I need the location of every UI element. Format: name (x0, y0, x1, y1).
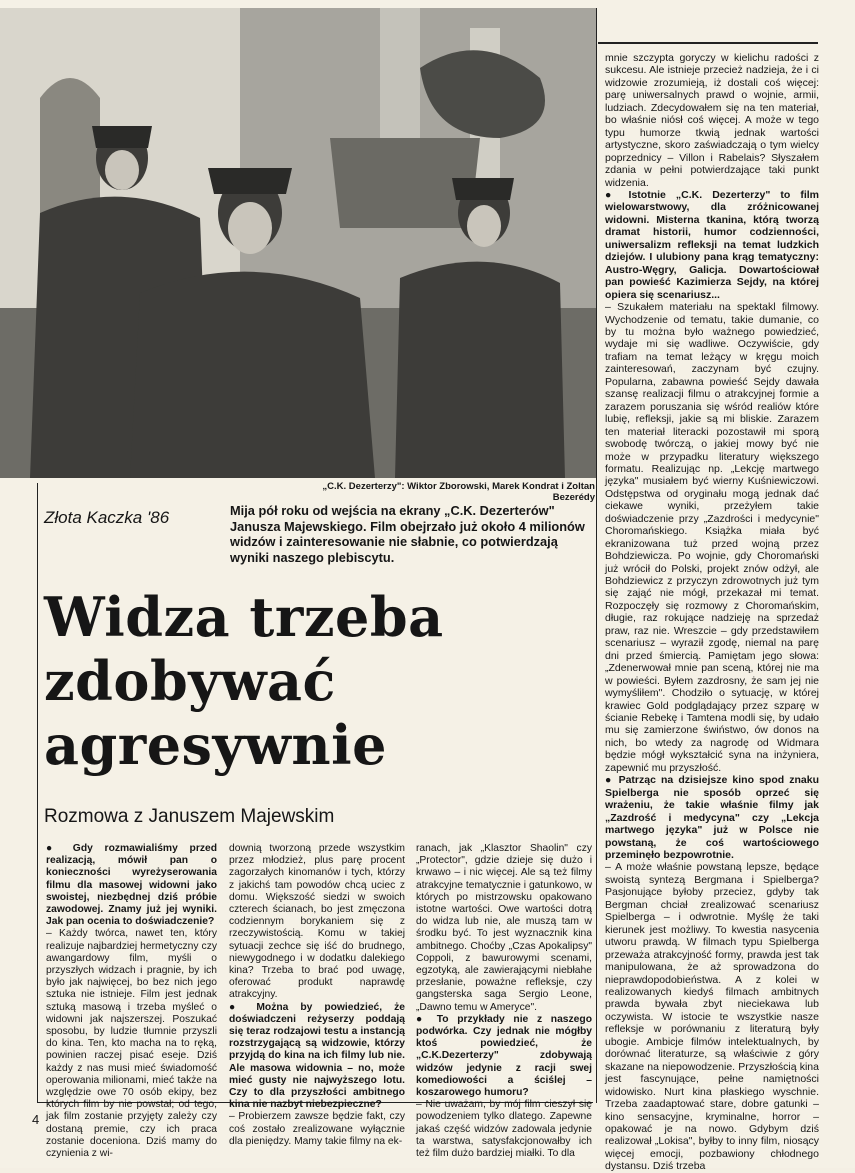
interview-question: ● Można by powiedzieć, że doświadczeni reżyserzy poddają się teraz rodzajowi testu a instancją rozstrzygającą są widzowie, którzy przyjdą do kina na ich filmy lub nie. Ale masowa widownia – no, może mieć gusty nie najwyższego lotu. Czy to dla przyszłości ambitnego kina nie nazbyt niebezpieczne? (229, 1001, 405, 1111)
top-right-rule (598, 42, 818, 44)
column-rule-right (596, 8, 597, 1103)
column-rule-left (37, 483, 38, 1103)
text-column-3 (416, 843, 592, 1160)
interview-question: ● To przykłady nie z naszego podwórka. Czy jednak nie mógłby ktoś powiedzieć, że „C.K.Dezerterzy" zdobywają widzów jedynie z racji swej komediowości a ściślej – koszarowego humoru? (416, 1013, 592, 1099)
interview-answer: ranach, jak „Klasztor Shaolin" czy „Protector", gdzie dzieje się dużo i krwawo – i nic więcej. Ale są też filmy atrakcyjne tematycznie i gatunkowo, w których po mistrzowsku opakowano istotne wartości. Owe wartości dotrą do widza lub nie, ale muszą tam w środku być. To jest wyznacznik kina ambitnego. Choćby „Czas Apokalipsy" Coppoli, z bawurowymi scenami, egzotyką, ale zawierającymi niebłahe przesłanie, poważne refleksje, czy gangsterska saga Sergio Leone, „Dawno temu w Ameryce". (416, 843, 592, 1013)
headline-line-1: Widza trzeba (44, 585, 444, 649)
text-column-2 (229, 843, 405, 1147)
article-headline (44, 585, 564, 777)
photo-caption: „C.K. Dezerterzy": Wiktor Zborowski, Marek Kondrat i Zoltan Bezerédy (322, 481, 595, 503)
interview-answer: downią tworzoną przede wszystkim przez młodzież, plus parę procent zagorzałych kinomanów i tych, którzy z jakichś tam powodów chcą uciec z domu. Większość siedzi w swoich czterech ścianach, bo jest zmęczona codziennym borykaniem się z rzeczywistością. Komu w takiej sytuacji zechce się iść do brudnego, niewygodnego i w dodatku dalekiego kina? Trzeba to brać pod uwagę, oferować produkt naprawdę atrakcyjny. (229, 843, 405, 1001)
interview-question: ● Patrząc na dzisiejsze kino spod znaku Spielberga nie sposób oprzeć się wrażeniu, że takie właśnie filmy jak „Zazdrość i medycyna" czy „Lekcja martwego języka" już w Polsce nie powstaną, że coś wartościowego przeminęło bezpowrotnie. (605, 774, 819, 861)
interview-answer: – Probierzem zawsze będzie fakt, czy coś zostało zrealizowane wyłącznie dla pieniędzy. Mamy takie filmy na ek- (229, 1111, 405, 1147)
article-lead: Mija pół roku od wejścia na ekrany „C.K. Dezerterów" Janusza Majewskiego. Film obejrzało już około 4 milionów widzów i zainteresowanie nie słabnie, co potwierdzają wyniki naszego plebiscytu. (230, 503, 585, 565)
interview-answer: – Szukałem materiału na spektakl filmowy. Wychodzenie od tematu, takie dumanie, co by tu można było ważnego powiedzieć, wydaje mi się wadliwe. Oczywiście, gdy trafiam na temat leżący w kręgu moich zainteresowań, zaczynam być czujny. Popularna, zabawna powieść Sejdy dawała szansę realizacji filmu o atrakcyjnej formie a zarazem poruszania się wśród realiów które lubię, refleksji, jakie są mi bliskie. Zarazem ten materiał literacki pozostawił mi sporą swobodę twórczą, o jakiej mowy być nie może w przypadku literatury większego formatu. Realizując np. „Lekcję martwego języka" musiałem być wierny Kuśniewiczowi. Odstępstwa od oryginału mogą jednak dać ciekawe wyniki, przeżyłem takie doświadczenie przy „Zazdrości i medycynie" Choromańskiego. Książka miała być ekranizowana tuż przed wojną przez Bohdziewicza. Po wojnie, gdy Choromański już wrócił do Polski, projekt znów odżył, ale Bohdziewicz z przyczyn zdrowotnych już tym się zająć nie mógł, przekazał mi temat. Rozpoczęły się rozmowy z Choromańskim, długie, raz rokujące nadzieję na sprzedaż praw, raz nie. Wreszcie – gdy przedstawiłem scenariusz – wyraził zgodę, niemal na parę dni przed śmiercią. Pamiętam jego słowa: „Zdenerwował mnie pan sceną, której nie ma w powieści. Byłem zazdrosny, że sam jej nie wymyśliłem". Chodziło o sytuację, w której krawiec Gold podglądający przez szparę w ścianie Rebekę i Tamtena modli się, by udało mu się zamierzone świństwo, ów donos na nich, bo wtedy za nagrodę od Widmara będzie mógł wykształcić syna na inżyniera, zapewnić mu przyszłość. (605, 301, 819, 774)
interview-answer: mnie szczypta goryczy w kielichu radości z sukcesu. Ale istnieje przecież nadzieja, że i ci widzowie zrozumieją, iż dostali coś więcej: parę uniwersalnych prawd o wojnie, armii, ludziach. Zdecydowałem się na ten materiał, bo właśnie niósł coś więcej. A może w tego typu humorze tkwią jednak wartości artystyczne, skoro zaświadczają o tym wielcy poprzednicy – Villon i Rabelais? Słyszałem zdania w pełni potwierdzające taki punkt widzenia. (605, 52, 819, 189)
interview-answer: – Każdy twórca, nawet ten, który realizuje najbardziej hermetyczny czy awangardowy film, myśli o przyszłych widzach i pragnie, by ich było jak najwięcej, bo bez nich jego sztuka nie istnieje. Film jest jednak sztuką masową i trzeba myśleć o widowni jak najszerszej. Poszukać sposobu, by ludzie tłumnie przyszli do kina. Ten, kto macha na to ręką, powinien raczej pisać eseje. Dziś każdy z nas musi mieć świadomość operowania milionami, mieć także na względzie owe 70 osób ekipy, bez których film by nie powstał; od tego, jak film zostanie przyjęty zależy czy dostaną premie, czy ich praca zostanie doceniona. Dziś mamy do czynienia z wi- (46, 928, 217, 1160)
interview-question: ● Istotnie „C.K. Dezerterzy" to film wielowarstwowy, dla zróżnicowanej widowni. Misterna tkanina, którą tworzą dramat historii, humor codzienności, uniwersalizm refleksji na temat ludzkich dziejów. I ulubiony pana krąg tematyczny: Austro-Węgry, Galicja. Dowartościował pan powieść Kazimierza Sejdy, na której opiera się scenariusz... (605, 188, 819, 301)
interview-answer: – A może właśnie powstaną lepsze, będące swoistą syntezą Bergmana i Spielberga? Pasjonujące byłoby przeciez, gdyby tak Bergman chciał zrealizować scenariusz Spielberga – i odwrotnie. Myślę że taki kierunek jest możliwy. To kwestia nasycenia utworu prawdą. W filmach typu Spielberga przeważa atrakcyjność formy, prawda jest tak manipulowana, że aż sprowadzona do nieprawdopodobieństwa. A z kolei w realizowanych kiedyś filmach ambitnych prawda bywała zbyt nieciekawa lub oczywista. W istocie te wszystkie nasze refleksje w porównaniu z literaturą były ubogie. Ambicje filmów intelektualnych, by dorównać literaturze, są właściwie z góry skazane na niepowodzenie. Przyszłością kina jest fascynujące, pełne namiętności widowisko. Nurt kina płaskiego wyschnie. Trzeba zaadaptować stare, dobre gatunki – kino sensacyjne, kryminalne, horror – opakować je na nowo. Gdybym dziś realizował „Lokisa", byłby to inny film, niosący więcej emocji, pozbawiony chłodnego dystansu. Dziś trzeba (605, 861, 819, 1173)
film-still-photo (0, 8, 597, 478)
interview-answer: – Nie uważam, by mój film cieszył się powodzeniem tylko dlatego. Zapewne jakaś część widzów zadowala jedynie ta warstwa, satysfakcjonowałby ich też film dużo bardziej miałki. To dla (416, 1099, 592, 1160)
three-soldiers-image (0, 8, 597, 478)
page-number: 4 (32, 1112, 40, 1127)
headline-line-2: zdobywać (44, 649, 336, 713)
text-column-1 (46, 843, 217, 1160)
section-kicker: Złota Kaczka '86 (44, 508, 170, 527)
text-column-right (605, 52, 819, 1173)
headline-line-3: agresywnie (44, 713, 387, 777)
interview-question: ● Gdy rozmawialiśmy przed realizacją, mówił pan o konieczności wyreżyserowania filmu dla masowej widowni jako swoistej, niezbędnej dziś próbie zawodowej. Znamy już jej wyniki. Jak pan ocenia to doświadczenie? (46, 843, 217, 928)
article-subtitle: Rozmowa z Januszem Majewskim (44, 806, 335, 827)
